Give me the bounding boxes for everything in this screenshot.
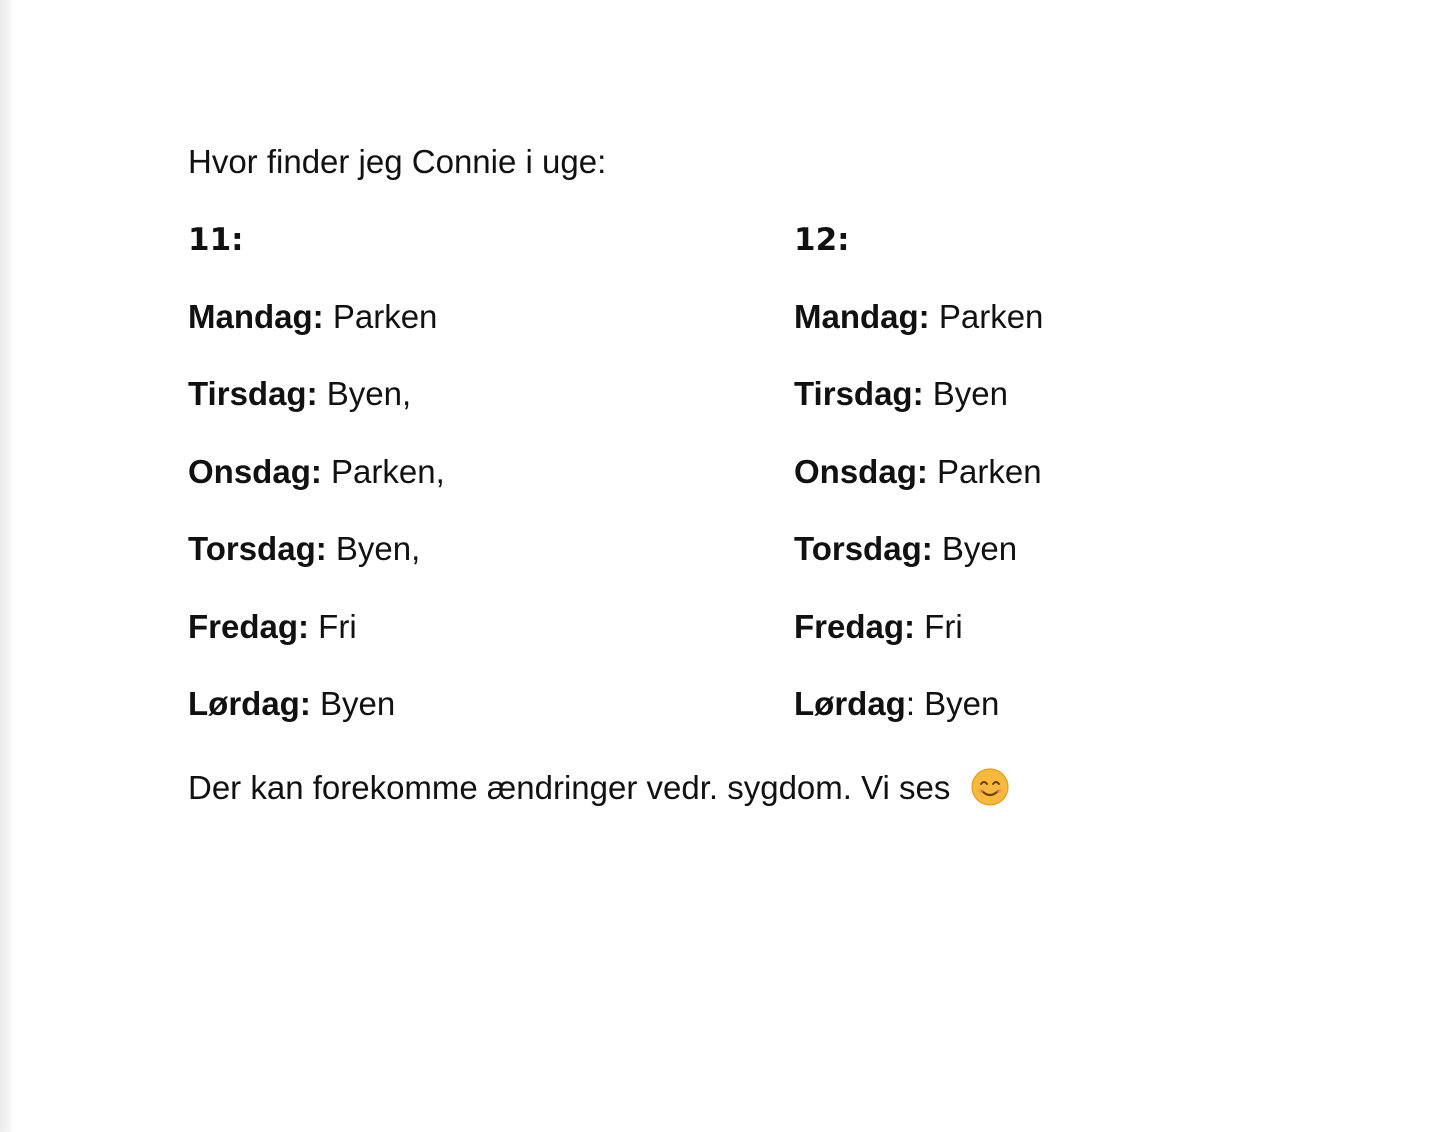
- day-name: Lørdag: [794, 684, 906, 722]
- day-place: Byen,: [317, 375, 412, 413]
- day-name: Lørdag:: [188, 684, 311, 722]
- day-name: Fredag:: [188, 607, 310, 645]
- day-row-tuesday: [794, 374, 1354, 414]
- day-row-wednesday: [794, 452, 1354, 492]
- smiling-face-emoji-icon: [970, 767, 1010, 807]
- day-place: Fri: [309, 607, 357, 645]
- day-name: Fredag:: [794, 607, 916, 645]
- day-row-saturday: [188, 684, 748, 724]
- day-name: Onsdag:: [794, 452, 928, 490]
- day-row-friday: [794, 607, 1354, 647]
- week-heading: 12:: [794, 222, 850, 258]
- page-left-edge: [0, 0, 12, 1132]
- day-row-tuesday: [188, 374, 748, 414]
- day-place: Byen: [923, 375, 1008, 413]
- day-row-saturday: [794, 684, 1354, 724]
- day-row-friday: [188, 607, 748, 647]
- day-name: Tirsdag:: [794, 375, 924, 413]
- day-name: Mandag:: [794, 298, 930, 335]
- week-12-column: [794, 220, 1354, 761]
- day-name: Mandag:: [188, 298, 324, 335]
- footer-text: Der kan forekomme ændringer vedr. sygdom. Vi ses: [188, 769, 951, 806]
- day-name: Onsdag:: [188, 452, 322, 490]
- day-row-thursday: [794, 529, 1354, 569]
- intro-text: Hvor finder jeg Connie i uge:: [188, 143, 607, 180]
- day-row-monday: [794, 297, 1354, 337]
- footer-note: [188, 766, 1010, 810]
- day-name: Tirsdag:: [188, 375, 318, 413]
- day-place: : Byen: [905, 684, 1000, 722]
- day-place: Parken,: [321, 452, 445, 490]
- day-name: Torsdag:: [794, 530, 933, 568]
- day-name: Torsdag:: [188, 530, 327, 568]
- week-heading: 11:: [188, 222, 244, 258]
- day-place: Byen: [932, 530, 1018, 568]
- day-place: Fri: [915, 607, 963, 645]
- day-row-monday: [188, 297, 748, 337]
- day-row-thursday: [188, 529, 748, 569]
- day-place: Byen: [310, 684, 396, 722]
- day-place: Parken: [929, 298, 1044, 335]
- day-row-wednesday: [188, 452, 748, 492]
- week-11-column: [188, 220, 748, 761]
- document-page[interactable]: [12, 0, 1436, 1132]
- day-place: Parken: [927, 452, 1042, 490]
- day-place: Parken: [323, 298, 438, 335]
- day-place: Byen,: [326, 530, 421, 568]
